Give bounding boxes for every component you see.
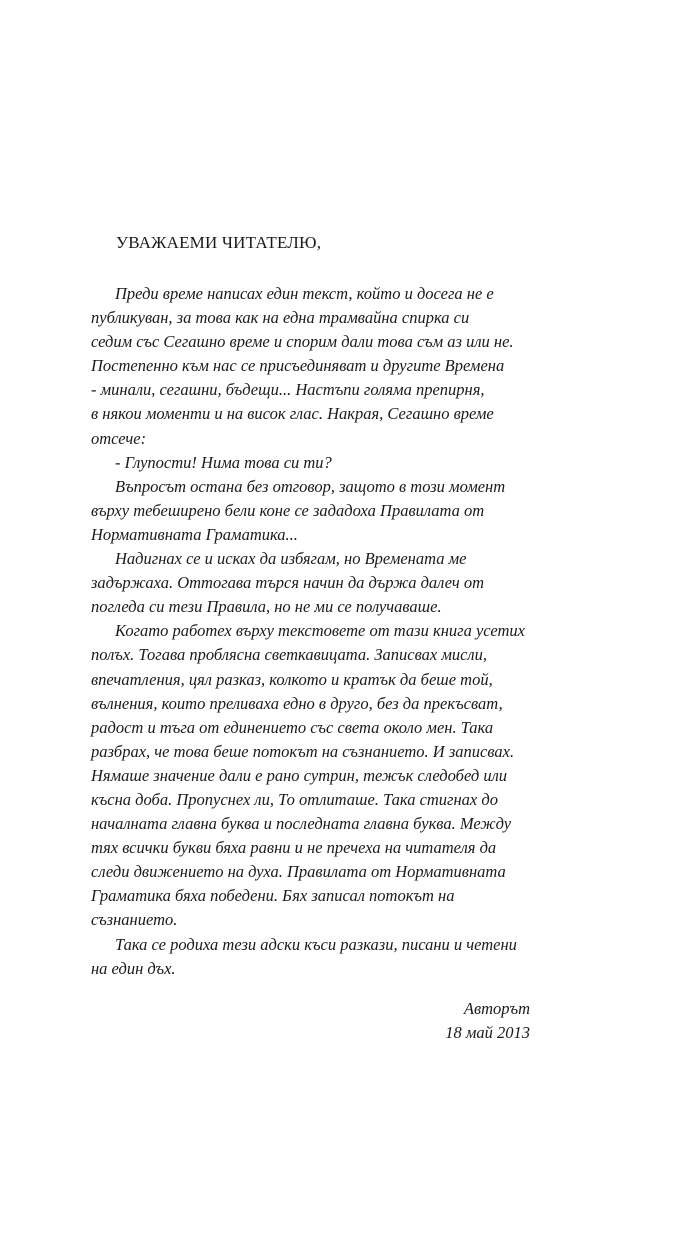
signature-date: 18 май 2013 [445,1023,530,1042]
text-line: погледа си тези Правила, но не ми се получаваше. [91,597,442,617]
text-line: съзнанието. [91,910,178,930]
text-line: вълнения, които преливаха едно в друго, без да прекъсват, [91,693,503,713]
text-line: седим със Сегашно време и спорим дали това съм аз или не. [91,332,514,352]
text-line: - Глупости! Нима това си ти? [115,452,332,472]
text-line: Въпросът остана без отговор, защото в този момент [115,476,506,496]
text-line: - минали, сегашни, бъдещи... Настъпи голяма препирня, [91,380,485,400]
text-line: Нямаше значение дали е рано сутрин, тежък следобед или [91,765,508,785]
text-line: Преди време написах един текст, който и досега не е [115,284,494,303]
text-line: късна доба. Пропуснех ли, То отлиташе. Така стигнах до [91,789,498,809]
text-line: върху тебеширено бели коне се зададоха Правилата от [91,500,485,520]
page-heading: УВАЖАЕМИ ЧИТАТЕЛЮ, [116,233,322,252]
body-text [91,282,541,981]
text-line: Постепенно към нас се присъединяват и другите Времена [91,356,505,376]
text-line: на един дъх. [91,958,176,978]
text-line: разбрах, че това беше потокът на съзнанието. И записвах. [91,741,515,761]
text-line: началната главна буква и последната главна буква. Между [91,814,512,834]
text-line: Така се родиха тези адски къси разкази, писани и четени [115,934,517,954]
text-line: Когато работех върху текстовете от тази книга усетих [115,621,525,641]
text-line: Надигнах се и исках да избягам, но Времената ме [115,549,467,569]
text-line: полъх. Тогава проблясна светкавицата. Записвах мисли, [91,645,487,665]
text-line: следи движението на духа. Правилата от Нормативната [91,862,506,882]
text-line: радост и тъга от единението със света около мен. Така [91,717,494,737]
text-line: в някои моменти и на висок глас. Накрая, Сегашно време [91,404,494,424]
text-line: отсече: [91,428,147,448]
signature-block [445,997,530,1045]
text-line: публикуван, за това как на една трамвайна спирка си [91,308,470,328]
text-line: Нормативната Граматика... [91,524,298,544]
signature-author: Авторът [463,999,530,1018]
text-line: задържаха. Оттогава търся начин да държа далеч от [91,573,485,593]
text-line: впечатления, цял разказ, колкото и кратък да беше той, [91,669,493,689]
text-line: тях всички букви бяха равни и не пречеха на читателя да [91,838,497,858]
text-line: Граматика бяха победени. Бях записал потокът на [91,886,455,906]
